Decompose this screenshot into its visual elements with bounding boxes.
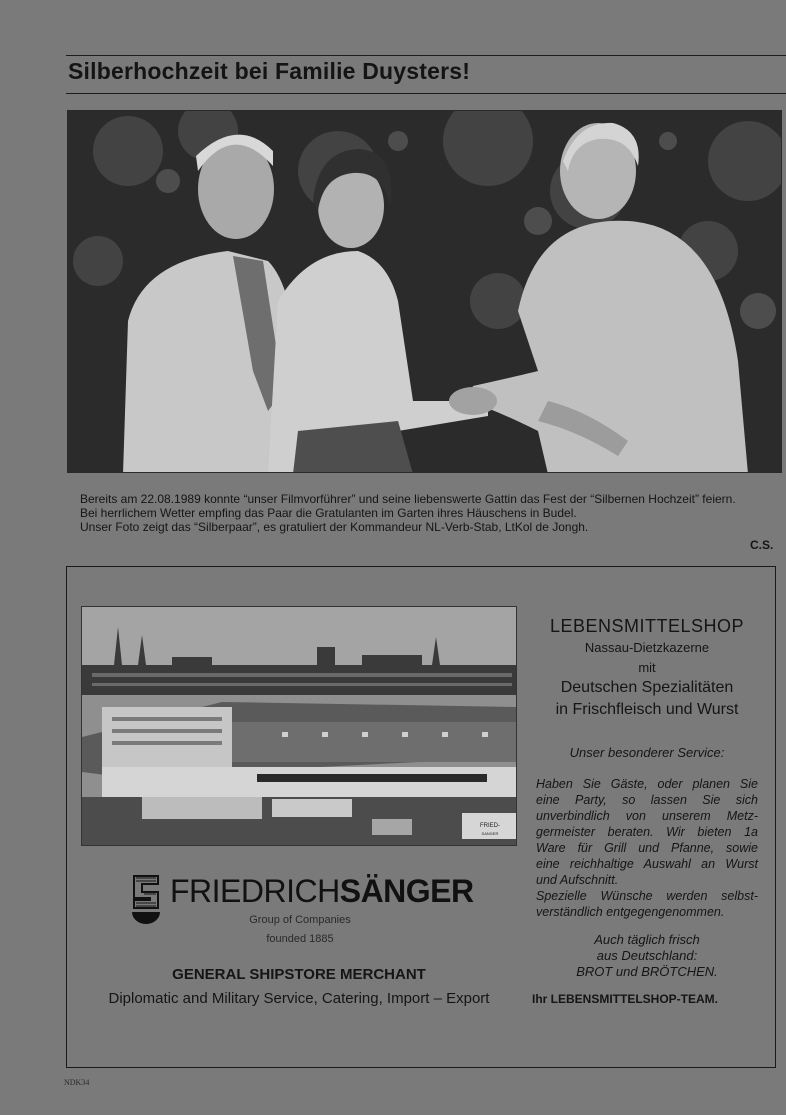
service-line: Ware für Grill und Pfanne, sowie [536,841,758,855]
specialties-line: Deutschen Spezialitäten [560,679,734,696]
caption-line: Bei herrlichem Wetter empfing das Paar die Gratulanten im Garten ihres Häuschens in Budel. [80,506,577,520]
merchant-title: GENERAL SHIPSTORE MERCHANT [172,966,426,983]
warehouse-photo [81,606,517,846]
service-line: Haben Sie Gäste, oder planen Sie [536,777,758,791]
brand-last-name: SÄNGER [339,873,474,909]
shop-with: mit [638,660,656,675]
author-signature: C.S. [750,538,774,552]
service-line: germeister beraten. Wir bieten 1a [536,825,758,839]
truck-sign-sub: SANGER [481,831,499,836]
services-line: Diplomatic and Military Service, Catering, Import – Export [108,990,490,1007]
service-line: verständlich entgegengenommen. [536,905,725,919]
shop-title: LEBENSMITTELSHOP [549,616,745,636]
shop-team-signoff: Ihr LEBENSMITTELSHOP-TEAM. [532,992,718,1006]
company-logo-text [170,873,474,910]
saenger-logo-icon [130,872,162,933]
service-line: eine reichhaltige Auswahl an Wurst [536,857,758,871]
brand-first-name: FRIEDRICH [170,873,340,909]
page-code: NDK34 [64,1078,90,1087]
anniversary-photo [67,110,782,473]
photo-caption [80,492,786,534]
article-headline: Silberhochzeit bei Familie Duysters! [68,58,471,84]
service-line: und Aufschnitt. [536,873,619,887]
service-line: eine Party, so lassen Sie sich [536,793,758,807]
daily-fresh-line: Auch täglich frisch [594,932,700,947]
specialties-line: in Frischfleisch und Wurst [555,701,739,718]
headline-underline [66,93,786,94]
daily-fresh-line: aus Deutschland: [596,948,698,963]
shop-location: Nassau-Dietzkazerne [584,640,710,655]
top-rule [66,55,786,56]
service-heading: Unser besonderer Service: [569,745,725,760]
caption-line: Unser Foto zeigt das “Silberpaar”, es gratuliert der Kommandeur NL-Verb-Stab, LtKol de Jongh. [80,520,589,534]
founded-year: founded 1885 [266,933,334,945]
service-line: unverbindlich von unserem Metz- [536,809,758,823]
group-tagline: Group of Companies [249,914,351,926]
service-line: Spezielle Wünsche werden selbst- [536,889,758,903]
service-description [536,776,758,920]
daily-fresh-line: BROT und BRÖTCHEN. [576,964,718,979]
caption-line: Bereits am 22.08.1989 konnte “unser Filmvorführer” und seine liebenswerte Gattin das Fest der “Silbernen Hochzeit” feiern. [80,492,736,506]
truck-sign: FRIED- [480,823,500,829]
